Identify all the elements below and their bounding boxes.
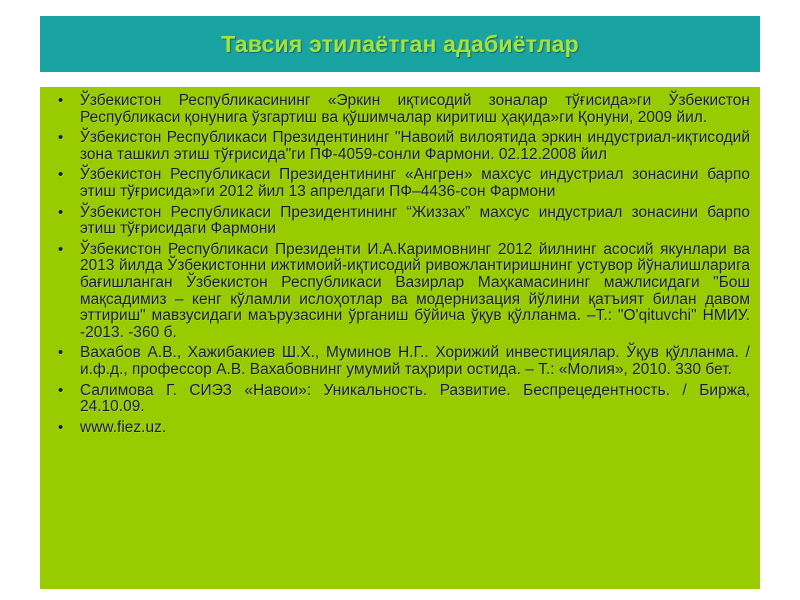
bullet-icon: • — [58, 129, 64, 147]
reference-text: Ўзбекистон Республикаси Президентининг «Ангрен» махсус индустриал зонасини барпо этиш тўғрисида»ги 2012 йил 13 апрелдаги ПФ–4436-сон Фармони — [80, 166, 750, 200]
reference-text: Салимова Г. СИЭЗ «Навои»: Уникальность. Развитие. Беспрецедентность. / Биржа, 24.10.09. — [80, 381, 750, 416]
bullet-icon: • — [58, 344, 64, 362]
list-item — [56, 130, 750, 163]
reference-text: Ўзбекистон Республикаси Президентининг “Жиззах” махсус индустриал зонасини барпо этиш тўғрисидаги Фармони — [80, 203, 750, 238]
list-item — [56, 345, 750, 378]
reference-text: Ўзбекистон Республикаси Президентининг "Навоий вилоятида эркин индустриал-иқтисодий зона ташкил этиш тўғрисида"ги ПФ-4059-сонли Фармони. 02.12.2008 йил — [80, 129, 750, 163]
list-item — [56, 420, 750, 437]
bullet-icon: • — [58, 92, 64, 109]
reference-text: Ўзбекистон Республикасининг «Эркин иқтисодий зоналар тўғисида»ги Ўзбекистон Республикаси қонунига ўзгартиш ва қўшимчалар киритиш ҳақида»ги Қонуни, 2009 йил. — [80, 92, 750, 126]
bullet-icon: • — [58, 381, 64, 399]
list-item — [56, 205, 750, 238]
bullet-icon: • — [58, 418, 64, 436]
slide-title: Тавсия этилаётган адабиётлар — [221, 30, 579, 57]
reference-text: Ўзбекистон Республикаси Президенти И.А.Каримовнинг 2012 йилнинг асосий якунлари ва 2013 йилда Ўзбекистонни ижтимоий-иқтисодий ривожлантиришнинг устувор йўналишларига бағишланган Ўзбекистон Республикаси Вазирлар Маҳкамасининг мажлисидаги "Бош мақсадимиз – кенг кўламли ислоҳотлар ва модернизация йўлини қатъият билан давом эттириш" мавзусидаги маърузасини ўрганиш бўйича ўқув қўлланма. –Т.: "O'qituvchi" НМИУ. -2013. -360 б. — [80, 240, 750, 341]
list-item — [56, 242, 750, 342]
list-item — [56, 167, 750, 200]
bullet-icon: • — [58, 240, 64, 258]
reference-link[interactable]: www.fiez.uz. — [80, 418, 167, 436]
bullet-icon: • — [58, 203, 64, 221]
bullet-icon: • — [58, 166, 64, 184]
references-list — [56, 93, 750, 436]
title-bar — [40, 16, 760, 72]
list-item — [56, 93, 750, 126]
references-panel — [40, 87, 760, 589]
list-item — [56, 383, 750, 416]
reference-text: Вахабов А.В., Хажибакиев Ш.Х., Муминов Н.Г.. Хорижий инвестициялар. Ўқув қўлланма. / и.ф.д., профессор А.В. Вахабовнинг умумий таҳрири остида. – Т.: «Молия», 2010. 330 бет. — [80, 344, 750, 378]
